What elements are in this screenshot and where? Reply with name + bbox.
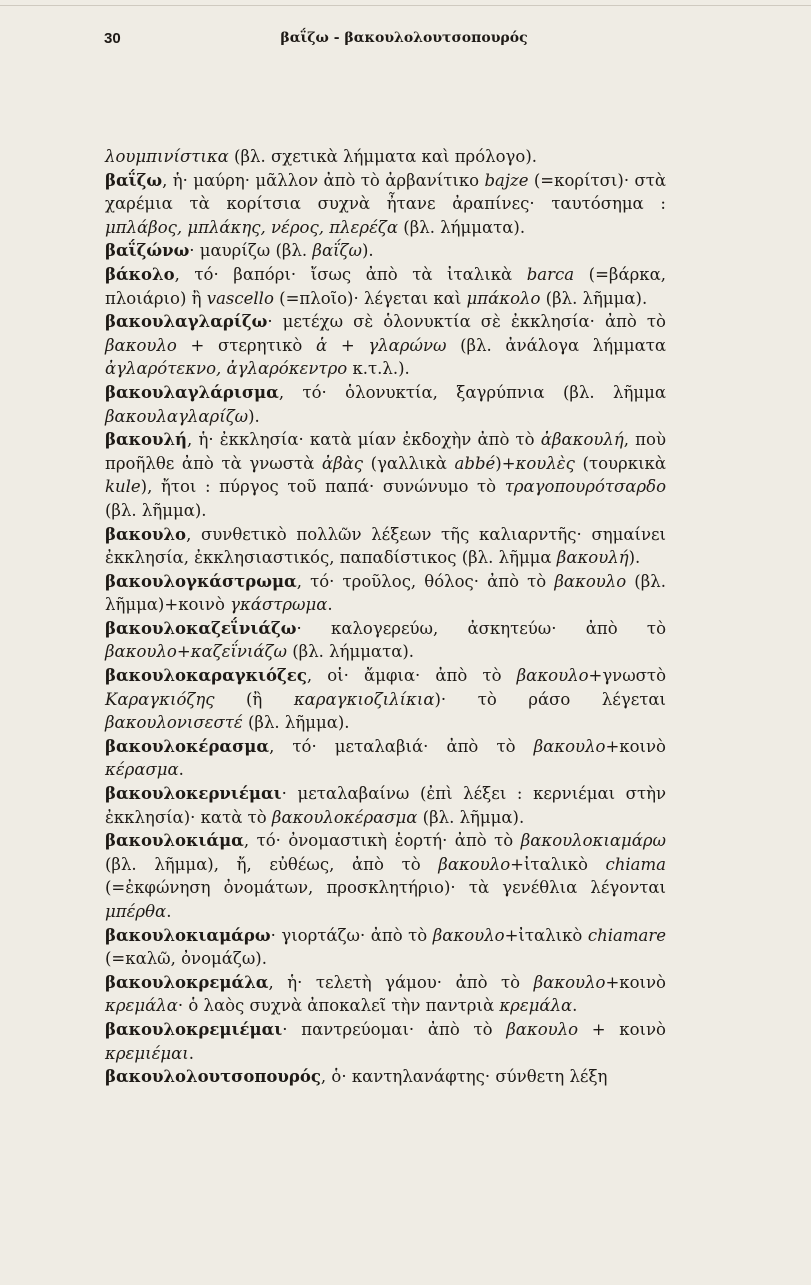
dictionary-entry (105, 428, 666, 522)
running-head: βαΐζω - βακουλολουτσοπουρός (280, 30, 528, 46)
headword: βακουλοκαζεΐνιάζω (105, 618, 297, 638)
entry-text: , ἡ· ἐκκλησία· κατὰ μίαν ἐκδοχὴν ἀπὸ τὸ (187, 430, 541, 450)
dictionary-entry (105, 617, 666, 664)
italic-term: chiama (605, 854, 666, 874)
entry-text: + (327, 335, 369, 355)
entry-text: · καλογερεύω, ἀσκητεύω· ἀπὸ τὸ (296, 618, 666, 638)
entry-text: +ἰταλικὸ (510, 854, 606, 874)
headword: βάκολο (105, 264, 175, 284)
entry-text: + (176, 642, 191, 662)
italic-term: βακουλο (105, 642, 177, 662)
italic-term: ἁ (316, 335, 328, 355)
italic-term: βαΐζω (312, 241, 362, 261)
entry-text: · γιορτάζω· ἀπὸ τὸ (270, 925, 433, 945)
italic-term: βακουλοκιαμάρω (520, 831, 666, 851)
entry-text: )+ (495, 453, 516, 473)
italic-term: μπάκολο (466, 288, 541, 308)
entry-text: +κοινὸ (605, 736, 666, 756)
italic-term: κουλὲς (515, 453, 575, 473)
entry-text: , συνθετικὸ πολλῶν λέξεων τῆς καλιαρντῆς· σημαίνει ἐκκλησία, ἐκκλησιαστικός, παπαδίστικος (βλ. λῆμμα (105, 524, 666, 568)
dictionary-entry (105, 735, 666, 782)
dictionary-entry (105, 145, 666, 169)
italic-term: βακουλο (506, 1019, 579, 1039)
italic-term: abbé (454, 453, 496, 473)
headword: βακουλο (105, 524, 187, 544)
italic-term: καραγκιοζιλίκια (293, 689, 435, 709)
entry-text: . (188, 1043, 195, 1063)
entry-text: (βλ. λῆμμα). (417, 807, 525, 827)
italic-term: βακουλο (105, 335, 177, 355)
entry-text: (βλ. λῆμμα), ἤ, εὐθέως, ἀπὸ τὸ (105, 854, 439, 874)
italic-term: βακουλο (432, 925, 505, 945)
top-rule (0, 5, 811, 6)
entry-text: (βλ. λῆμμα). (105, 500, 207, 520)
entry-text: ). (248, 406, 260, 426)
headword: βακουλολουτσοπουρός (105, 1067, 321, 1087)
italic-term: βακουλαγλαρίζω (105, 406, 249, 426)
italic-term: τραγοπουρότσαρδο (504, 477, 666, 497)
entry-text: , τό· μεταλαβιά· ἀπὸ τὸ (269, 736, 534, 756)
italic-term: μπέρθα (105, 902, 167, 921)
entry-text: κ.τ.λ.). (347, 359, 410, 379)
italic-term: bajze (484, 170, 529, 190)
italic-term: barca (526, 264, 575, 284)
entry-text: · μαυρίζω (βλ. (189, 241, 313, 261)
entry-text: , τό· τροῦλος, θόλος· ἀπὸ τὸ (296, 571, 555, 591)
entry-text: (βλ. λήμματα). (286, 642, 415, 662)
entry-text: , τό· ὀνομαστικὴ ἑορτή· ἀπὸ τὸ (243, 831, 521, 851)
dictionary-entry (105, 971, 666, 1018)
entry-text: , ὁ· καντηλανάφτης· σύνθετη λέξη (320, 1067, 608, 1087)
dictionary-entry (105, 1018, 666, 1065)
dictionary-entry (105, 829, 666, 923)
entry-text: (ἢ (214, 689, 294, 709)
italic-term: γκάστρωμα (230, 595, 328, 615)
italic-term: λουμπινίστικα (105, 147, 229, 166)
italic-term: βακουλο (554, 571, 627, 591)
italic-term: κρεμιέμαι (105, 1043, 189, 1063)
entry-text: . (327, 595, 333, 615)
entry-text: · μετέχω σὲ ὁλονυκτία σὲ ἐκκλησία· ἀπὸ τὸ (267, 312, 666, 332)
dictionary-entry (105, 924, 666, 971)
entry-text: +κοινὸ (605, 972, 666, 992)
entry-text: + στερητικὸ (176, 335, 317, 355)
dictionary-entry (105, 782, 666, 829)
entry-text: (βλ. σχετικὰ λήμματα καὶ πρόλογο). (228, 147, 538, 166)
entry-text: (βλ. λήμματα). (398, 217, 526, 237)
entry-text: ), ἤτοι : πύργος τοῦ παπά· συνώνυμο τὸ (140, 477, 505, 497)
entry-text: , τό· βαπόρι· ἴσως ἀπὸ τὰ ἰταλικὰ (174, 264, 527, 284)
italic-term: καζεΐνιάζω (190, 642, 287, 662)
headword: βακουλοκρεμάλα (105, 972, 269, 992)
italic-term: κρεμάλα (499, 996, 573, 1016)
entry-text: (=πλοῖο)· λέγεται καὶ (273, 288, 467, 308)
italic-term: βακουλονισεστέ (105, 713, 243, 733)
entry-text: (γαλλικὰ (363, 453, 455, 473)
dictionary-entry (105, 263, 666, 310)
entry-text: . (178, 760, 184, 780)
entry-text: + κοινὸ (578, 1019, 666, 1039)
dictionary-entry (105, 664, 666, 735)
headword: βακουλαγλάρισμα (105, 382, 279, 402)
headword: βακουλοκρεμιέμαι (105, 1019, 283, 1039)
entry-text: (=βάρκα, πλοιάριο) ἢ (105, 264, 666, 308)
entry-text: , οἱ· ἄμφια· ἀπὸ τὸ (306, 666, 517, 686)
entry-text: ). (361, 241, 374, 261)
italic-term: γλαρώνω (368, 335, 447, 355)
entry-text: (βλ. λῆμμα)+κοινὸ (105, 571, 666, 615)
entry-text: (=ἐκφώνηση ὀνομάτων, προσκλητήριο)· τὰ γενέθλια λέγονται (105, 878, 666, 898)
italic-term: κρεμάλα (105, 996, 178, 1016)
dictionary-entry (105, 239, 666, 263)
italic-term: ἀγλαρότεκνο, ἀγλαρόκεντρο (105, 359, 348, 379)
entry-text: +ἰταλικὸ (504, 925, 588, 945)
dictionary-entry (105, 310, 666, 381)
italic-term: βακουλή (556, 548, 629, 568)
entry-text: . (572, 996, 578, 1016)
italic-term: βακουλο (533, 972, 606, 992)
italic-term: vascello (206, 288, 274, 308)
entry-text: . (166, 902, 172, 921)
entry-text: (=καλῶ, ὀνομάζω). (105, 949, 267, 969)
entry-text: · παντρεύομαι· ἀπὸ τὸ (282, 1019, 507, 1039)
headword: βακουλογκάστρωμα (105, 571, 297, 591)
entry-text: · μεταλαβαίνω (ἐπὶ λέξει : κερνιέμαι στὴν ἐκκλησία)· κατὰ τὸ (105, 784, 666, 827)
italic-term: βακουλο (533, 736, 606, 756)
dictionary-entry (105, 381, 666, 428)
italic-term: μπλάβος, μπλάκης, νέρος, πλερέζα (105, 217, 399, 237)
entry-text: (βλ. λῆμμα). (540, 288, 648, 308)
dictionary-entry (105, 570, 666, 617)
italic-term: βακουλοκέρασμα (271, 807, 418, 827)
italic-term: ἀβακουλή (540, 430, 624, 450)
italic-term: chiamare (587, 925, 666, 945)
headword: βακουλή (105, 430, 188, 450)
italic-term: κέρασμα (105, 760, 179, 780)
entry-text: (τουρκικὰ (574, 453, 666, 473)
italic-term: kule (105, 477, 141, 497)
entry-text: ). (628, 548, 641, 568)
dictionary-entry (105, 169, 666, 240)
headword: βαΐζω (105, 170, 163, 190)
dictionary-entry (105, 1065, 666, 1089)
entry-text: (βλ. λῆμμα). (242, 713, 350, 733)
headword: βακουλοκερνιέμαι (105, 784, 282, 804)
entry-text: · ὁ λαὸς συχνὰ ἀποκαλεῖ τὴν παντριὰ (177, 996, 500, 1016)
headword: βακουλαγλαρίζω (105, 312, 268, 332)
headword: βαΐζώνω (105, 241, 190, 261)
italic-term: βακουλο (516, 666, 589, 686)
page-header (104, 30, 664, 52)
headword: βακουλοκέρασμα (105, 736, 270, 756)
italic-term: ἀβὰς (321, 453, 363, 473)
dictionary-entries (105, 145, 666, 1089)
entry-text: (=κορίτσι)· στὰ χαρέμια τὰ κορίτσια συχνὰ ἦτανε ἀραπίνες· ταυτόσημα : (105, 170, 667, 214)
italic-term: βακουλο (438, 854, 511, 874)
dictionary-entry (105, 523, 666, 570)
entry-text: , ἡ· μαύρη· μᾶλλον ἀπὸ τὸ ἀρβανίτικο (162, 170, 485, 190)
headword: βακουλοκιαμάρω (105, 925, 271, 945)
page-number: 30 (104, 30, 121, 47)
headword: βακουλοκιάμα (105, 831, 244, 851)
entry-text: +γνωστὸ (588, 666, 666, 686)
entry-text: , τό· ὁλονυκτία, ξαγρύπνια (βλ. λῆμμα (278, 382, 666, 402)
italic-term: Καραγκιόζης (105, 689, 215, 709)
entry-text: , ποὺ προῆλθε ἀπὸ τὰ γνωστὰ (105, 430, 666, 473)
headword: βακουλοκαραγκιόζες (105, 666, 307, 686)
entry-text: (βλ. ἀνάλογα λήμματα (446, 335, 666, 355)
entry-text: , ἡ· τελετὴ γάμου· ἀπὸ τὸ (268, 972, 534, 992)
entry-text: )· τὸ ράσο λέγεται (434, 689, 666, 709)
